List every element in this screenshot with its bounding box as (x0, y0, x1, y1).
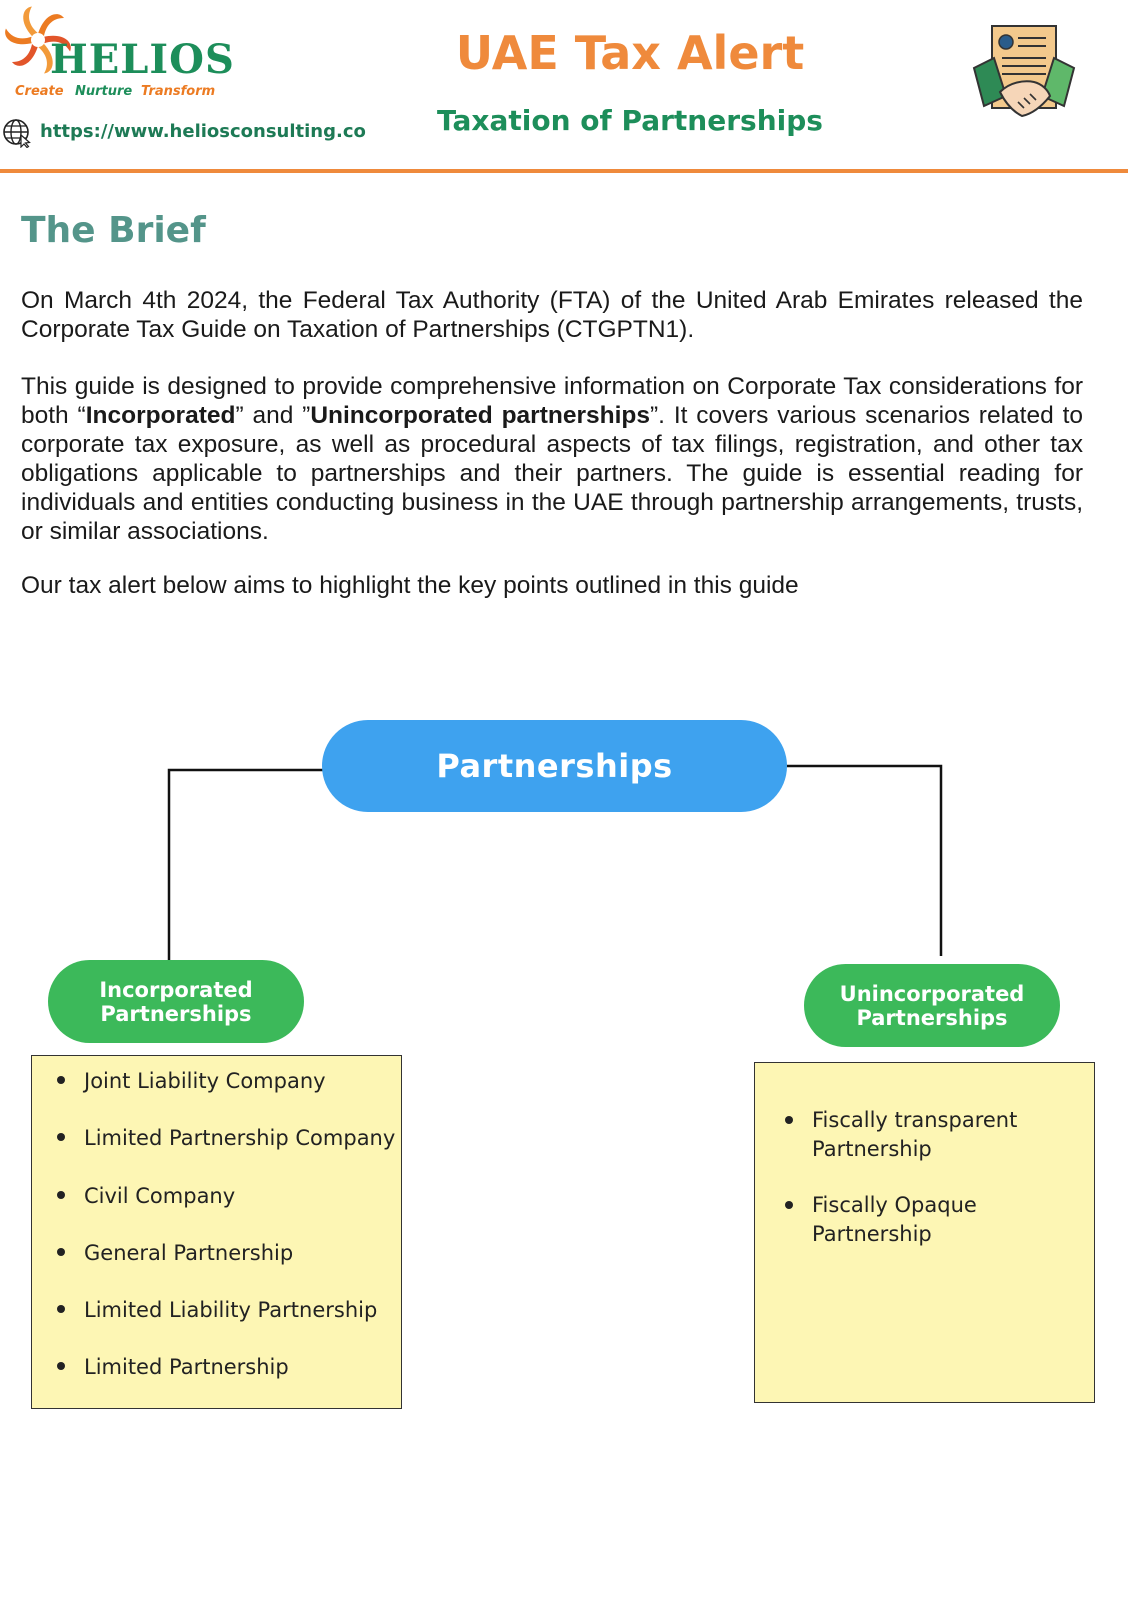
para2-bold-unincorporated: Unincorporated partnerships (310, 402, 650, 429)
bullet-icon (57, 1248, 65, 1256)
bullet-icon (785, 1116, 793, 1124)
para2-text-c: ” and ” (235, 402, 311, 429)
branch-label-line2: Partnerships (856, 1005, 1008, 1030)
list-item: Limited Partnership (84, 1352, 397, 1409)
list-item: Limited Liability Partnership (84, 1295, 397, 1352)
brief-paragraph-1: On March 4th 2024, the Federal Tax Authority (FTA) of the United Arab Emirates released the Corporate Tax Guide on Taxation of Partnerships (CTGPTN1). (21, 287, 1083, 343)
list-item: Limited Partnership Company (84, 1123, 397, 1180)
bullet-icon (57, 1133, 65, 1141)
bullet-icon (57, 1191, 65, 1199)
branch-node-unincorporated (804, 964, 1060, 1047)
bullet-icon (57, 1362, 65, 1370)
branch-label-line1: Incorporated (99, 977, 253, 1002)
para2-text-e: ”. It covers various scenarios related to corporate tax exposure, as well as procedural aspects of tax filings, registration, and other tax obligations applicable to partnerships and their partners. The guide is essential reading for individuals and entities conducting business in the UAE through partnership arrangements, trusts, or similar associations. (21, 402, 1084, 545)
list-item: General Partnership (84, 1238, 397, 1295)
tagline-transform: Transform (141, 84, 216, 99)
list-item: Fiscally transparent Partnership (812, 1106, 1084, 1164)
bullet-icon (57, 1305, 65, 1313)
logo-wordmark: HELIOS (50, 36, 235, 83)
incorporated-list (84, 1066, 397, 1410)
list-item: Fiscally Opaque Partnership (812, 1191, 1084, 1249)
list-item: Civil Company (84, 1181, 397, 1238)
branch-label-line1: Unincorporated (839, 981, 1025, 1006)
list-item: Joint Liability Company (84, 1066, 397, 1123)
bullet-icon (57, 1076, 65, 1084)
connector-left (169, 770, 324, 962)
para2-text-a: This guide is designed to provide comprehensive information on Corporate Tax considerations for both “ (21, 373, 1083, 429)
page-title: UAE Tax Alert (455, 26, 805, 80)
incorporated-list-box (31, 1055, 402, 1409)
connector-right (787, 766, 941, 956)
tagline-nurture: Nurture (75, 84, 133, 99)
root-node-partnerships: Partnerships (322, 720, 787, 812)
section-heading: The Brief (21, 210, 206, 251)
unincorporated-list-box (754, 1062, 1095, 1403)
page-subtitle: Taxation of Partnerships (437, 104, 823, 137)
para2-bold-incorporated: Incorporated (85, 402, 236, 429)
branch-label-line2: Partnerships (100, 1001, 252, 1026)
branch-node-incorporated (48, 960, 304, 1043)
brief-paragraph-3: Our tax alert below aims to highlight the key points outlined in this guide (21, 572, 799, 599)
website-link[interactable]: https://www.heliosconsulting.co (40, 121, 366, 142)
tagline-create: Create (15, 84, 64, 99)
bullet-icon (785, 1201, 793, 1209)
unincorporated-list (812, 1106, 1084, 1276)
